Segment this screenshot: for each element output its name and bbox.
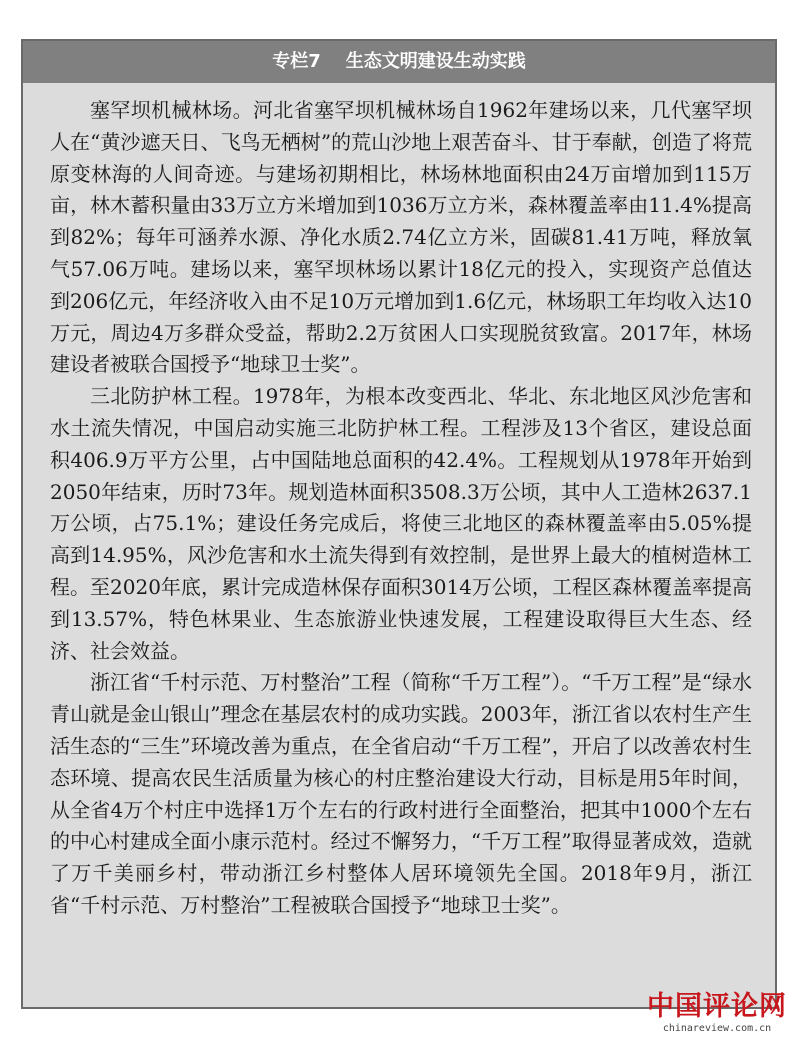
watermark-logo: 中国评论网 <box>647 991 787 1022</box>
column-box <box>21 39 777 1009</box>
column-body <box>50 95 752 922</box>
column-title: 专栏7 生态文明建设生动实践 <box>23 41 775 83</box>
site-watermark <box>642 991 792 1035</box>
watermark-url: chinareview.com.cn <box>662 1023 772 1034</box>
paragraph-zhejiang-program: 浙江省“千村示范、万村整治”工程（简称“千万工程”）。“千万工程”是“绿水青山就是金山银山”理念在基层农村的成功实践。2003年，浙江省以农村生产生活生态的“三生”环境改善为重点，在全省启动“千万工程”，开启了以改善农村生态环境、提高农民生活质量为核心的村庄整治建设大行动，目标是用5年时间，从全省4万个村庄中选择1万个左右的行政村进行全面整治，把其中1000个左右的中心村建成全面小康示范村。经过不懈努力，“千万工程”取得显著成效，造就了万千美丽乡村，带动浙江乡村整体人居环境领先全国。2018年9月，浙江省“千村示范、万村整治”工程被联合国授予“地球卫士奖”。 <box>50 670 752 917</box>
paragraph-three-north-shelterbelt: 三北防护林工程。1978年，为根本改变西北、华北、东北地区风沙危害和水土流失情况，中国启动实施三北防护林工程。工程涉及13个省区，建设总面积406.9万平方公里，占中国陆地总面积的42.4%。工程规划从1978年开始到2050年结束，历时73年。规划造林面积3508.3万公顷，其中人工造林2637.1万公顷，占75.1%；建设任务完成后，将使三北地区的森林覆盖率由5.05%提高到14.95%，风沙危害和水土流失得到有效控制，是世界上最大的植树造林工程。至2020年底，累计完成造林保存面积3014万公顷，工程区森林覆盖率提高到13.57%，特色林果业、生态旅游业快速发展，工程建设取得巨大生态、经济、社会效益。 <box>50 384 752 663</box>
paragraph-saihanba: 塞罕坝机械林场。河北省塞罕坝机械林场自1962年建场以来，几代塞罕坝人在“黄沙遮天日、飞鸟无栖树”的荒山沙地上艰苦奋斗、甘于奉献，创造了将荒原变林海的人间奇迹。与建场初期相比，林场林地面积由24万亩增加到115万亩，林木蓄积量由33万立方米增加到1036万立方米，森林覆盖率由11.4%提高到82%；每年可涵养水源、净化水质2.74亿立方米，固碳81.41万吨，释放氧气57.06万吨。建场以来，塞罕坝林场以累计18亿元的投入，实现资产总值达到206亿元，年经济收入由不足10万元增加到1.6亿元，林场职工年均收入达10万元，周边4万多群众受益，帮助2.2万贫困人口实现脱贫致富。2017年，林场建设者被联合国授予“地球卫士奖”。 <box>50 98 752 377</box>
